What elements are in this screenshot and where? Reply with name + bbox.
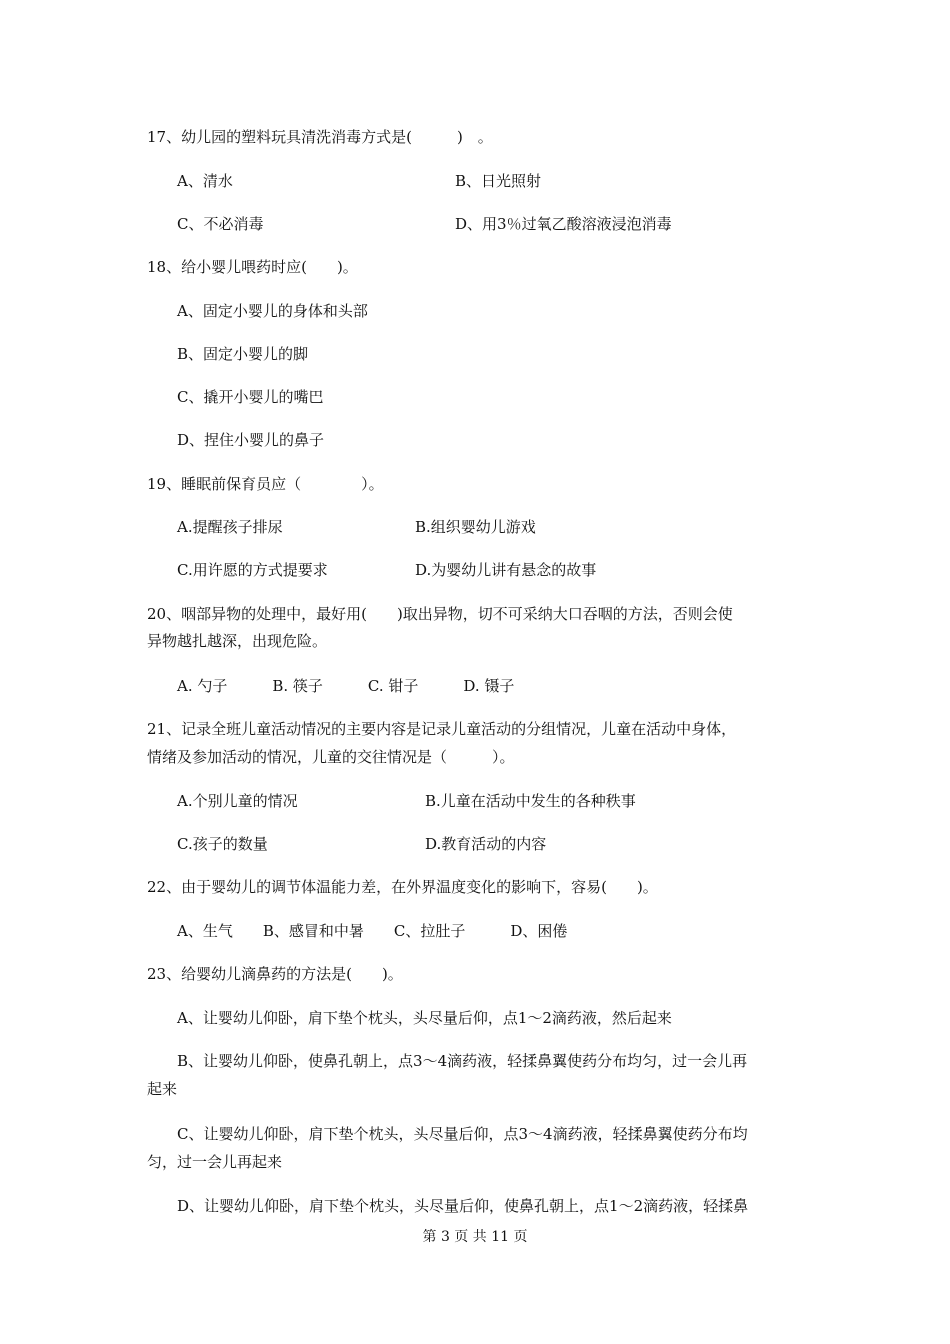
question-17-option-d: D、用3％过氧乙酸溶液浸泡消毒 [455, 215, 672, 233]
question-17-stem: 17、幼儿园的塑料玩具清洗消毒方式是( ) 。 [147, 128, 493, 146]
page-number-footer: 第 3 页 共 11 页 [422, 1229, 528, 1245]
question-21-option-d: D.教育活动的内容 [425, 835, 547, 853]
question-21-stem-line-1: 21、记录全班儿童活动情况的主要内容是记录儿童活动的分组情况，儿童在活动中身体， [147, 720, 737, 738]
question-21-option-c: C.孩子的数量 [177, 835, 268, 853]
question-18-option-c: C、撬开小婴儿的嘴巴 [177, 388, 324, 406]
question-22-options: A、生气 B、感冒和中暑 C、拉肚子 D、困倦 [177, 922, 568, 940]
question-19-option-c: C.用许愿的方式提要求 [177, 561, 328, 579]
question-18-option-a: A、固定小婴儿的身体和头部 [177, 302, 368, 320]
question-23-option-c-line-2: 匀，过一会儿再起来 [147, 1153, 283, 1171]
question-20-stem-line-2: 异物越扎越深，出现危险。 [147, 632, 328, 650]
question-21-stem-line-2: 情绪及参加活动的情况，儿童的交往情况是（ ）。 [147, 748, 515, 766]
question-19-option-a: A.提醒孩子排尿 [177, 518, 283, 536]
question-20-options: A. 勺子 B. 筷子 C. 钳子 D. 镊子 [177, 677, 515, 695]
question-23-option-b-line-2: 起来 [147, 1080, 178, 1098]
question-18-stem: 18、给小婴儿喂药时应( )。 [147, 258, 358, 276]
question-18-option-d: D、捏住小婴儿的鼻子 [177, 431, 325, 449]
question-21-option-b: B.儿童在活动中发生的各种秩事 [425, 792, 636, 810]
question-19-option-d: D.为婴幼儿讲有悬念的故事 [415, 561, 597, 579]
question-18-option-b: B、固定小婴儿的脚 [177, 345, 309, 363]
question-23-stem: 23、给婴幼儿滴鼻药的方法是( )。 [147, 965, 403, 983]
question-20-stem-line-1: 20、咽部异物的处理中，最好用( )取出异物，切不可采纳大口吞咽的方法，否则会使 [147, 605, 733, 623]
question-22-stem: 22、由于婴幼儿的调节体温能力差，在外界温度变化的影响下，容易( )。 [147, 878, 658, 896]
question-23-option-b-line-1: B、让婴幼儿仰卧，使鼻孔朝上，点3～4滴药液，轻揉鼻翼使药分布均匀，过一会儿再 [177, 1052, 748, 1070]
question-23-option-c-line-1: C、让婴幼儿仰卧，肩下垫个枕头，头尽量后仰，点3～4滴药液，轻揉鼻翼使药分布均 [177, 1125, 748, 1143]
question-23-option-d-line-1: D、让婴幼儿仰卧，肩下垫个枕头，头尽量后仰，使鼻孔朝上，点1～2滴药液，轻揉鼻 [177, 1197, 749, 1215]
question-17-option-a: A、清水 [177, 172, 233, 190]
question-21-option-a: A.个别儿童的情况 [177, 792, 298, 810]
question-19-option-b: B.组织婴幼儿游戏 [415, 518, 536, 536]
question-17-option-c: C、不必消毒 [177, 215, 264, 233]
question-23-option-a: A、让婴幼儿仰卧，肩下垫个枕头，头尽量后仰，点1～2滴药液，然后起来 [177, 1009, 672, 1027]
question-19-stem: 19、睡眠前保育员应（ ）。 [147, 475, 384, 493]
question-17-option-b: B、日光照射 [455, 172, 542, 190]
